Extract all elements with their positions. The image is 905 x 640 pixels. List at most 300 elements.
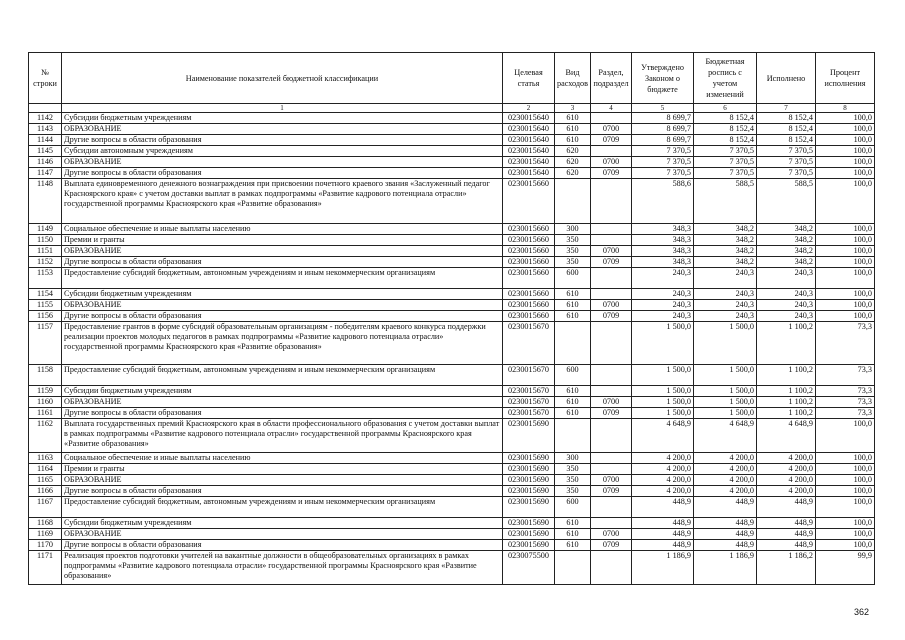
table-row (29, 397, 875, 408)
table-row (29, 486, 875, 497)
target-article: 0230015690 (503, 475, 555, 486)
percent-executed: 100,0 (816, 224, 875, 235)
table-row (29, 289, 875, 300)
section-code: 0709 (591, 408, 632, 419)
expense-type: 620 (555, 157, 591, 168)
table-row (29, 235, 875, 246)
section-code (591, 453, 632, 464)
approved-amount: 240,3 (632, 268, 694, 289)
percent-executed: 73,3 (816, 322, 875, 365)
expense-type: 600 (555, 268, 591, 289)
percent-executed: 100,0 (816, 157, 875, 168)
approved-amount: 348,3 (632, 235, 694, 246)
expense-type: 600 (555, 497, 591, 518)
executed-amount: 240,3 (757, 289, 816, 300)
column-number: 7 (757, 104, 816, 113)
row-number: 1152 (29, 257, 62, 268)
indicator-name: ОБРАЗОВАНИЕ (62, 475, 503, 486)
table-row (29, 157, 875, 168)
budget-amount: 588,5 (694, 179, 757, 224)
executed-amount: 1 100,2 (757, 408, 816, 419)
table-row (29, 365, 875, 386)
executed-amount: 4 200,0 (757, 486, 816, 497)
table-row (29, 497, 875, 518)
row-number: 1143 (29, 124, 62, 135)
budget-amount: 1 500,0 (694, 397, 757, 408)
expense-type: 350 (555, 246, 591, 257)
target-article: 0230015690 (503, 529, 555, 540)
table-row (29, 419, 875, 453)
column-numbers-row (29, 104, 875, 113)
percent-executed: 100,0 (816, 146, 875, 157)
percent-executed: 100,0 (816, 475, 875, 486)
budget-report-sheet (28, 52, 874, 585)
row-number: 1142 (29, 113, 62, 124)
executed-amount: 240,3 (757, 311, 816, 322)
indicator-name: ОБРАЗОВАНИЕ (62, 397, 503, 408)
target-article: 0230075500 (503, 551, 555, 585)
header-approved: Утверждено Законом о бюджете (632, 53, 694, 104)
target-article: 0230015690 (503, 419, 555, 453)
expense-type: 610 (555, 518, 591, 529)
section-code (591, 235, 632, 246)
budget-amount: 240,3 (694, 300, 757, 311)
header-expense-type: Вид расходов (555, 53, 591, 104)
expense-type: 350 (555, 235, 591, 246)
approved-amount: 448,9 (632, 497, 694, 518)
executed-amount: 348,2 (757, 224, 816, 235)
target-article: 0230015690 (503, 540, 555, 551)
expense-type: 610 (555, 529, 591, 540)
indicator-name: Другие вопросы в области образования (62, 408, 503, 419)
table-row (29, 529, 875, 540)
indicator-name: Другие вопросы в области образования (62, 168, 503, 179)
approved-amount: 240,3 (632, 300, 694, 311)
expense-type (555, 419, 591, 453)
percent-executed: 100,0 (816, 486, 875, 497)
executed-amount: 1 100,2 (757, 365, 816, 386)
expense-type: 350 (555, 257, 591, 268)
column-number: 8 (816, 104, 875, 113)
expense-type: 620 (555, 168, 591, 179)
budget-amount: 240,3 (694, 289, 757, 300)
row-number: 1158 (29, 365, 62, 386)
executed-amount: 240,3 (757, 268, 816, 289)
executed-amount: 4 200,0 (757, 464, 816, 475)
budget-amount: 8 152,4 (694, 124, 757, 135)
row-number: 1156 (29, 311, 62, 322)
executed-amount: 348,2 (757, 257, 816, 268)
executed-amount: 348,2 (757, 235, 816, 246)
percent-executed: 100,0 (816, 235, 875, 246)
indicator-name: Предоставление грантов в форме субсидий образовательным организациям - победителям краевого конкурса поддержки реализации проектов молодых педагогов в рамках подпрограммы «Развитие кадрового потенциала отрасли» государственной программы Красноярского края «Развитие образования» (62, 322, 503, 365)
percent-executed: 100,0 (816, 540, 875, 551)
section-code (591, 224, 632, 235)
approved-amount: 7 370,5 (632, 146, 694, 157)
target-article: 0230015690 (503, 486, 555, 497)
approved-amount: 7 370,5 (632, 157, 694, 168)
indicator-name: ОБРАЗОВАНИЕ (62, 529, 503, 540)
row-number: 1162 (29, 419, 62, 453)
expense-type: 300 (555, 224, 591, 235)
row-number: 1151 (29, 246, 62, 257)
row-number: 1164 (29, 464, 62, 475)
indicator-name: Выплата единовременного денежного вознаграждения при присвоении почетного краевого звания «Заслуженный педагог Красноярского края» с учетом доставки выплат в рамках подпрограммы «Развитие кадрового потенциала отрасли» государственной программы Красноярского края «Развитие образования» (62, 179, 503, 224)
section-code (591, 386, 632, 397)
budget-amount: 1 500,0 (694, 322, 757, 365)
table-row (29, 453, 875, 464)
approved-amount: 4 200,0 (632, 464, 694, 475)
approved-amount: 348,3 (632, 246, 694, 257)
budget-amount: 4 200,0 (694, 475, 757, 486)
expense-type: 350 (555, 475, 591, 486)
budget-amount: 4 200,0 (694, 486, 757, 497)
executed-amount: 4 200,0 (757, 475, 816, 486)
executed-amount: 4 648,9 (757, 419, 816, 453)
budget-amount: 7 370,5 (694, 168, 757, 179)
section-code (591, 464, 632, 475)
header-target-article: Целевая статья (503, 53, 555, 104)
percent-executed: 100,0 (816, 168, 875, 179)
target-article: 0230015640 (503, 146, 555, 157)
section-code (591, 497, 632, 518)
indicator-name: ОБРАЗОВАНИЕ (62, 157, 503, 168)
percent-executed: 100,0 (816, 113, 875, 124)
table-row (29, 268, 875, 289)
executed-amount: 7 370,5 (757, 146, 816, 157)
budget-table (28, 52, 875, 585)
budget-amount: 1 500,0 (694, 365, 757, 386)
budget-amount: 4 648,9 (694, 419, 757, 453)
row-number: 1149 (29, 224, 62, 235)
approved-amount: 1 500,0 (632, 397, 694, 408)
approved-amount: 1 500,0 (632, 365, 694, 386)
indicator-name: Предоставление субсидий бюджетным, автономным учреждениям и иным некоммерческим организациям (62, 268, 503, 289)
executed-amount: 348,2 (757, 246, 816, 257)
approved-amount: 1 186,9 (632, 551, 694, 585)
percent-executed: 100,0 (816, 453, 875, 464)
percent-executed: 100,0 (816, 289, 875, 300)
indicator-name: ОБРАЗОВАНИЕ (62, 124, 503, 135)
column-number: 2 (503, 104, 555, 113)
expense-type: 610 (555, 135, 591, 146)
executed-amount: 1 100,2 (757, 397, 816, 408)
approved-amount: 448,9 (632, 518, 694, 529)
table-row (29, 300, 875, 311)
approved-amount: 4 200,0 (632, 475, 694, 486)
budget-amount: 348,2 (694, 257, 757, 268)
table-row (29, 322, 875, 365)
indicator-name: Премии и гранты (62, 235, 503, 246)
table-row (29, 311, 875, 322)
percent-executed: 100,0 (816, 311, 875, 322)
budget-amount: 8 152,4 (694, 113, 757, 124)
row-number: 1160 (29, 397, 62, 408)
indicator-name: Субсидии бюджетным учреждениям (62, 289, 503, 300)
approved-amount: 448,9 (632, 540, 694, 551)
percent-executed: 100,0 (816, 135, 875, 146)
expense-type: 610 (555, 113, 591, 124)
section-code (591, 518, 632, 529)
indicator-name: Реализация проектов подготовки учителей на вакантные должности в общеобразовательных организациях в рамках подпрограммы «Развитие кадрового потенциала отрасли» государственной программы Красноярского края «Развитие образования» (62, 551, 503, 585)
approved-amount: 8 699,7 (632, 113, 694, 124)
target-article: 0230015640 (503, 135, 555, 146)
indicator-name: Социальное обеспечение и иные выплаты населению (62, 453, 503, 464)
budget-amount: 348,2 (694, 224, 757, 235)
target-article: 0230015660 (503, 257, 555, 268)
section-code (591, 113, 632, 124)
expense-type: 610 (555, 311, 591, 322)
table-row (29, 475, 875, 486)
percent-executed: 100,0 (816, 529, 875, 540)
indicator-name: Предоставление субсидий бюджетным, автономным учреждениям и иным некоммерческим организациям (62, 497, 503, 518)
expense-type: 350 (555, 464, 591, 475)
table-row (29, 551, 875, 585)
section-code: 0709 (591, 540, 632, 551)
row-number: 1161 (29, 408, 62, 419)
target-article: 0230015690 (503, 464, 555, 475)
target-article: 0230015660 (503, 311, 555, 322)
row-number: 1167 (29, 497, 62, 518)
approved-amount: 1 500,0 (632, 408, 694, 419)
table-row (29, 386, 875, 397)
budget-amount: 448,9 (694, 518, 757, 529)
indicator-name: Другие вопросы в области образования (62, 486, 503, 497)
percent-executed: 100,0 (816, 300, 875, 311)
percent-executed: 100,0 (816, 246, 875, 257)
indicator-name: Субсидии бюджетным учреждениям (62, 386, 503, 397)
row-number: 1169 (29, 529, 62, 540)
section-code: 0700 (591, 475, 632, 486)
approved-amount: 240,3 (632, 289, 694, 300)
page-number: 362 (853, 607, 869, 617)
approved-amount: 4 200,0 (632, 486, 694, 497)
target-article: 0230015670 (503, 397, 555, 408)
row-number: 1153 (29, 268, 62, 289)
expense-type: 610 (555, 408, 591, 419)
target-article: 0230015660 (503, 246, 555, 257)
row-number: 1165 (29, 475, 62, 486)
budget-amount: 8 152,4 (694, 135, 757, 146)
indicator-name: Другие вопросы в области образования (62, 135, 503, 146)
table-row (29, 246, 875, 257)
expense-type: 610 (555, 540, 591, 551)
expense-type (555, 179, 591, 224)
indicator-name: Другие вопросы в области образования (62, 311, 503, 322)
target-article: 0230015660 (503, 268, 555, 289)
table-row (29, 464, 875, 475)
row-number: 1163 (29, 453, 62, 464)
percent-executed: 73,3 (816, 397, 875, 408)
section-code: 0700 (591, 157, 632, 168)
table-row (29, 224, 875, 235)
header-executed: Исполнено (757, 53, 816, 104)
indicator-name: ОБРАЗОВАНИЕ (62, 300, 503, 311)
indicator-name: Предоставление субсидий бюджетным, автономным учреждениям и иным некоммерческим организациям (62, 365, 503, 386)
budget-amount: 1 500,0 (694, 386, 757, 397)
expense-type: 610 (555, 397, 591, 408)
row-number: 1146 (29, 157, 62, 168)
table-row (29, 168, 875, 179)
budget-amount: 240,3 (694, 268, 757, 289)
target-article: 0230015670 (503, 386, 555, 397)
percent-executed: 73,3 (816, 386, 875, 397)
percent-executed: 100,0 (816, 464, 875, 475)
table-body (29, 113, 875, 585)
approved-amount: 4 200,0 (632, 453, 694, 464)
header-row-number: № строки (29, 53, 62, 104)
indicator-name: Субсидии бюджетным учреждениям (62, 518, 503, 529)
percent-executed: 99,9 (816, 551, 875, 585)
target-article: 0230015660 (503, 289, 555, 300)
expense-type: 610 (555, 124, 591, 135)
table-row (29, 113, 875, 124)
header-budget-schedule: Бюджетная роспись с учетом изменений (694, 53, 757, 104)
budget-amount: 7 370,5 (694, 157, 757, 168)
section-code: 0700 (591, 300, 632, 311)
approved-amount: 448,9 (632, 529, 694, 540)
table-row (29, 179, 875, 224)
target-article: 0230015660 (503, 179, 555, 224)
section-code: 0709 (591, 311, 632, 322)
column-number: 3 (555, 104, 591, 113)
target-article: 0230015640 (503, 124, 555, 135)
row-number: 1171 (29, 551, 62, 585)
approved-amount: 1 500,0 (632, 322, 694, 365)
column-number (29, 104, 62, 113)
indicator-name: Социальное обеспечение и иные выплаты населению (62, 224, 503, 235)
target-article: 0230015670 (503, 322, 555, 365)
section-code (591, 322, 632, 365)
row-number: 1157 (29, 322, 62, 365)
expense-type: 610 (555, 300, 591, 311)
section-code: 0709 (591, 257, 632, 268)
header-percent: Процент исполнения (816, 53, 875, 104)
approved-amount: 4 648,9 (632, 419, 694, 453)
budget-amount: 1 186,9 (694, 551, 757, 585)
budget-amount: 448,9 (694, 529, 757, 540)
column-number: 4 (591, 104, 632, 113)
row-number: 1148 (29, 179, 62, 224)
executed-amount: 448,9 (757, 529, 816, 540)
percent-executed: 100,0 (816, 124, 875, 135)
target-article: 0230015670 (503, 408, 555, 419)
table-row (29, 408, 875, 419)
executed-amount: 7 370,5 (757, 168, 816, 179)
section-code: 0709 (591, 135, 632, 146)
section-code (591, 551, 632, 585)
row-number: 1154 (29, 289, 62, 300)
section-code: 0709 (591, 168, 632, 179)
table-row (29, 124, 875, 135)
approved-amount: 240,3 (632, 311, 694, 322)
table-row (29, 518, 875, 529)
table-row (29, 135, 875, 146)
executed-amount: 8 152,4 (757, 124, 816, 135)
indicator-name: ОБРАЗОВАНИЕ (62, 246, 503, 257)
budget-amount: 348,2 (694, 235, 757, 246)
target-article: 0230015670 (503, 365, 555, 386)
section-code: 0700 (591, 124, 632, 135)
budget-amount: 240,3 (694, 311, 757, 322)
section-code: 0700 (591, 397, 632, 408)
column-number: 1 (62, 104, 503, 113)
table-row (29, 540, 875, 551)
percent-executed: 100,0 (816, 257, 875, 268)
percent-executed: 73,3 (816, 408, 875, 419)
budget-amount: 4 200,0 (694, 464, 757, 475)
percent-executed: 100,0 (816, 268, 875, 289)
row-number: 1150 (29, 235, 62, 246)
budget-amount: 4 200,0 (694, 453, 757, 464)
expense-type (555, 551, 591, 585)
executed-amount: 1 100,2 (757, 386, 816, 397)
column-number: 6 (694, 104, 757, 113)
indicator-name: Субсидии автономным учреждениям (62, 146, 503, 157)
header-row (29, 53, 875, 104)
executed-amount: 8 152,4 (757, 113, 816, 124)
expense-type: 610 (555, 386, 591, 397)
approved-amount: 7 370,5 (632, 168, 694, 179)
approved-amount: 8 699,7 (632, 135, 694, 146)
table-row (29, 146, 875, 157)
target-article: 0230015660 (503, 300, 555, 311)
target-article: 0230015690 (503, 497, 555, 518)
approved-amount: 348,3 (632, 257, 694, 268)
executed-amount: 448,9 (757, 497, 816, 518)
budget-amount: 348,2 (694, 246, 757, 257)
executed-amount: 1 100,2 (757, 322, 816, 365)
target-article: 0230015640 (503, 168, 555, 179)
column-number: 5 (632, 104, 694, 113)
row-number: 1155 (29, 300, 62, 311)
section-code: 0709 (591, 486, 632, 497)
budget-amount: 448,9 (694, 497, 757, 518)
percent-executed: 100,0 (816, 419, 875, 453)
expense-type: 350 (555, 486, 591, 497)
percent-executed: 100,0 (816, 179, 875, 224)
expense-type: 300 (555, 453, 591, 464)
approved-amount: 8 699,7 (632, 124, 694, 135)
target-article: 0230015690 (503, 453, 555, 464)
target-article: 0230015660 (503, 224, 555, 235)
row-number: 1147 (29, 168, 62, 179)
row-number: 1159 (29, 386, 62, 397)
table-row (29, 257, 875, 268)
budget-amount: 7 370,5 (694, 146, 757, 157)
executed-amount: 1 186,2 (757, 551, 816, 585)
budget-amount: 1 500,0 (694, 408, 757, 419)
expense-type (555, 322, 591, 365)
row-number: 1144 (29, 135, 62, 146)
percent-executed: 100,0 (816, 518, 875, 529)
executed-amount: 8 152,4 (757, 135, 816, 146)
percent-executed: 100,0 (816, 497, 875, 518)
section-code (591, 268, 632, 289)
executed-amount: 448,9 (757, 540, 816, 551)
target-article: 0230015660 (503, 235, 555, 246)
row-number: 1166 (29, 486, 62, 497)
section-code: 0700 (591, 246, 632, 257)
executed-amount: 4 200,0 (757, 453, 816, 464)
section-code (591, 179, 632, 224)
header-indicator-name: Наименование показателей бюджетной классификации (62, 53, 503, 104)
indicator-name: Субсидии бюджетным учреждениям (62, 113, 503, 124)
expense-type: 610 (555, 289, 591, 300)
row-number: 1168 (29, 518, 62, 529)
expense-type: 620 (555, 146, 591, 157)
indicator-name: Выплата государственных премий Красноярского края в области профессионального образования с учетом доставки выплат в рамках подпрограммы «Развитие кадрового потенциала отрасли» государственной программы Красноярского края «Развитие образования» (62, 419, 503, 453)
